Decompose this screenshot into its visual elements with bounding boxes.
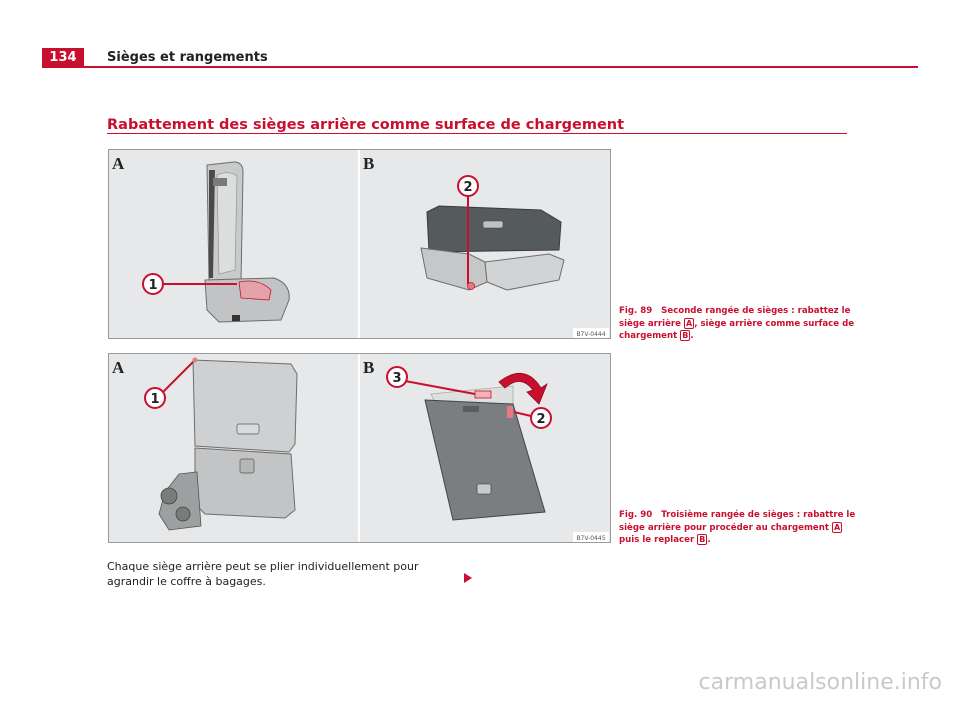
caption-label: Fig. 90 bbox=[619, 510, 653, 520]
panel-b-label: B bbox=[363, 154, 375, 173]
caption-text: puis le replacer bbox=[619, 535, 695, 545]
ref-box-a: A bbox=[833, 522, 841, 532]
figure-89-caption bbox=[619, 306, 859, 343]
section-rule bbox=[107, 133, 847, 134]
page-number: 134 bbox=[42, 48, 84, 68]
figure-90-illustration bbox=[109, 354, 610, 542]
figure-code: B7V-0445 bbox=[576, 535, 606, 542]
callout-2: 2 bbox=[536, 412, 546, 427]
callout-3: 3 bbox=[392, 371, 402, 386]
seat-folded-illustration bbox=[421, 206, 564, 290]
third-row-seat-illustration bbox=[159, 358, 297, 531]
seat-upright-illustration bbox=[205, 162, 289, 322]
callout-2: 2 bbox=[463, 180, 473, 195]
section-title: Rabattement des sièges arrière comme surface de chargement bbox=[107, 117, 625, 133]
panel-a-label: A bbox=[112, 154, 125, 173]
figure-90 bbox=[108, 353, 611, 543]
figure-89-illustration bbox=[109, 150, 610, 338]
ref-box-b: B bbox=[682, 331, 689, 340]
watermark: carmanualsonline.info bbox=[698, 670, 942, 695]
caption-text: Troisième rangée de sièges : rabattre le siège arrière pour procéder au chargement bbox=[619, 510, 856, 533]
callout-1: 1 bbox=[150, 392, 160, 407]
figure-89 bbox=[108, 149, 611, 339]
running-head: Sièges et rangements bbox=[107, 50, 268, 65]
ref-box-a: A bbox=[685, 318, 693, 328]
figure-90-caption bbox=[619, 510, 859, 547]
caption-text: , siège arrière comme surface de chargement bbox=[619, 318, 855, 341]
third-row-folded-illustration bbox=[425, 373, 547, 520]
panel-b-label: B bbox=[363, 358, 375, 377]
figure-code: B7V-0444 bbox=[576, 331, 606, 338]
caption-text: Seconde rangée de sièges : rabattez le siège arrière bbox=[619, 306, 851, 329]
callout-1: 1 bbox=[148, 278, 158, 293]
caption-label: Fig. 89 bbox=[619, 306, 653, 316]
caption-end: . bbox=[707, 535, 711, 545]
body-paragraph: Chaque siège arrière peut se plier individuellement pour agrandir le coffre à bagages. bbox=[107, 560, 419, 588]
continue-arrow-icon bbox=[464, 573, 472, 583]
panel-a-label: A bbox=[112, 358, 125, 377]
caption-end: . bbox=[690, 331, 694, 341]
header-rule bbox=[84, 66, 918, 68]
ref-box-b: B bbox=[699, 535, 706, 544]
